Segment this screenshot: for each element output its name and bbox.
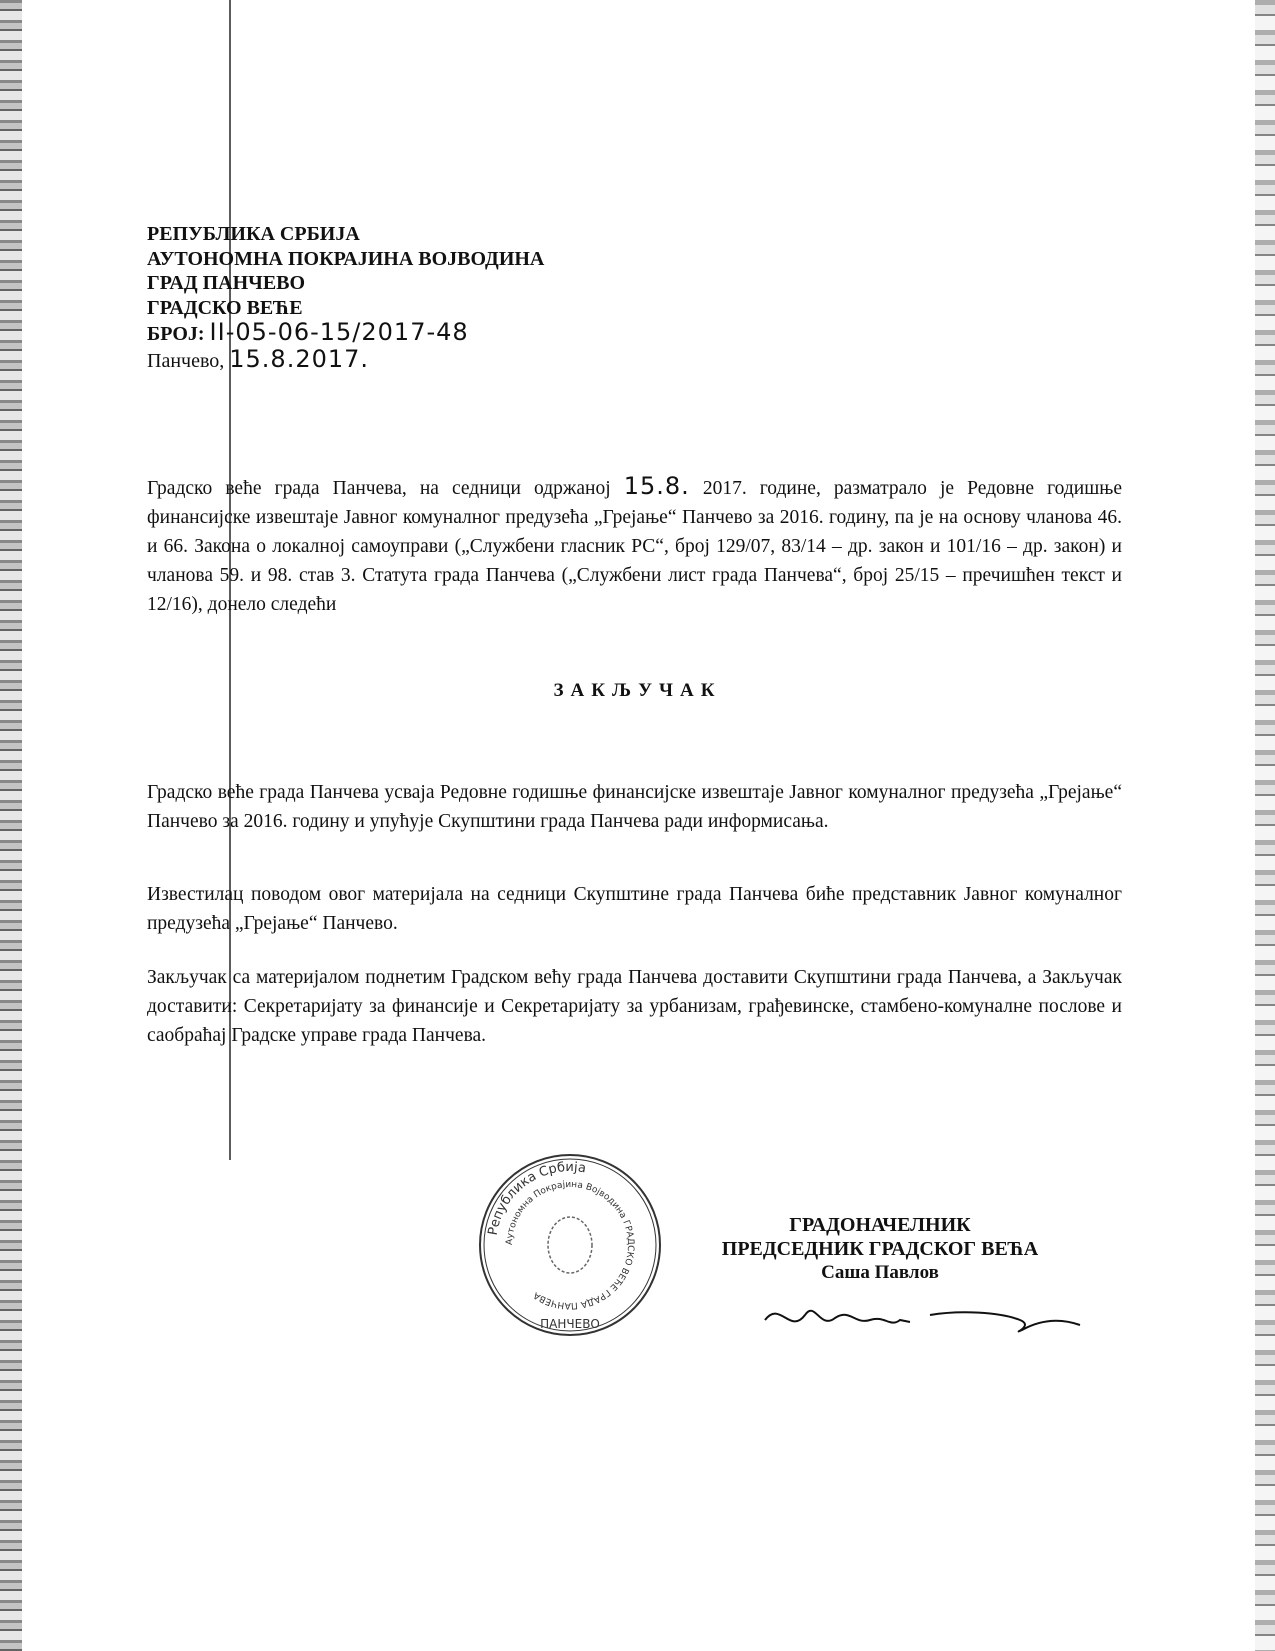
header-place-date [147, 344, 544, 374]
intro-paragraph [147, 472, 1122, 619]
scan-edge-left [0, 0, 22, 1651]
header-council: ГРАДСКО ВЕЋЕ [147, 296, 303, 319]
scan-edge-right [1255, 0, 1275, 1651]
header-country: РЕПУБЛИКА СРБИЈА [147, 223, 360, 245]
paragraph-rapporteur: Известилац поводом овог материјала на седници Скупштине града Панчева биће представник Јавног комуналног предузећа „Грејање“ Панчево. [147, 884, 1122, 934]
header-province: АУТОНОМНА ПОКРАЈИНА ВОЈВОДИНА [147, 247, 545, 270]
header-number [147, 320, 544, 347]
paragraph-adoption: Градско веће града Панчева усваја Редовне годишње финансијске извештаје Јавног комуналног предузећа „Грејање“ Панчево за 2016. годину и упућује Скупштини града Панчева ради информисања. [147, 782, 1122, 832]
intro-date-handwritten: 15.8. [623, 472, 690, 500]
stamp-bottom-text: ПАНЧЕВО [540, 1317, 600, 1331]
svg-text:Аутономна Покрајина Војводина [505, 1180, 635, 1310]
paragraph-delivery: Закључак са материјалом поднетим Градском већу града Панчева доставити Скупштини града Панчева, а Закључак доставити: Секретаријату за финансије и Секретаријату за урбанизам, грађевинске, стамбено-комуналне послове и саобраћај Градске управе града Панчева. [147, 967, 1122, 1046]
intro-text-1: Градско веће града Панчева, на седници одржаној [147, 478, 611, 499]
intro-text-2: 2017. године, разматрало је Редовне годишње финансијске извештаје Јавног комуналног предузећа „Грејање“ Панчево за 2016. годину, па је на основу чланова 46. и 66. Закона о локалној самоуправи („Службени гласник РС“, број 129/07, 83/14 – др. закон и 101/16 – др. закон) и чланова 59. и 98. став 3. Статута града Панчева („Службени лист града Панчева“, број 25/15 – пречишћен текст и 12/16), донело следећи [147, 478, 1122, 615]
signature-title-mayor: ГРАДОНАЧЕЛНИК [789, 1214, 971, 1236]
stamp-outer-text: Република Србија [485, 1159, 588, 1237]
signature-name: Саша Павлов [821, 1262, 939, 1283]
place-label: Панчево, [147, 349, 225, 372]
date-handwritten: 15.8.2017. [229, 344, 370, 373]
document-title: ЗАКЉУЧАК [553, 680, 722, 701]
handwritten-signature [760, 1290, 1090, 1350]
document-header [147, 222, 544, 373]
header-city: ГРАД ПАНЧЕВО [147, 272, 306, 294]
number-handwritten: II-05-06-15/2017-48 [209, 318, 469, 346]
number-label: БРОЈ: [147, 323, 205, 345]
stamp-inner-text: Аутономна Покрајина Војводина ГРАДСКО ВЕЋЕ ГРАДА ПАНЧЕВА [504, 1179, 636, 1311]
signature-title-president: ПРЕДСЕДНИК ГРАДСКОГ ВЕЋА [721, 1238, 1039, 1260]
signature-block [690, 1213, 1070, 1285]
official-stamp [475, 1150, 665, 1340]
